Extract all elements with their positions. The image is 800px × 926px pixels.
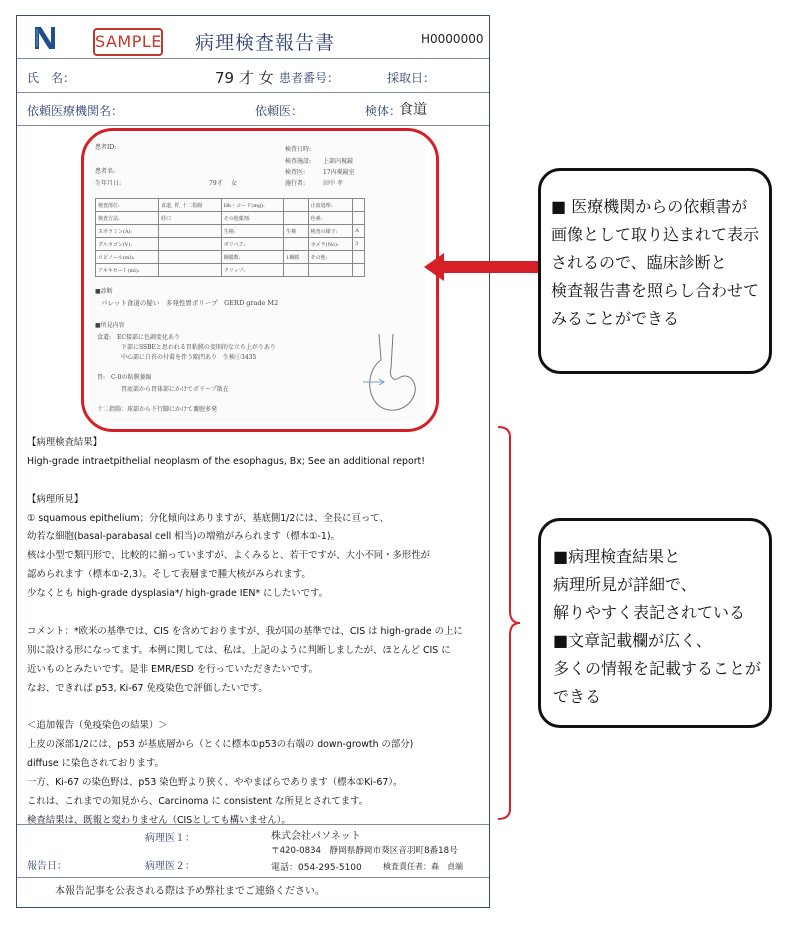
scan-value: 女 (231, 180, 238, 187)
scan-finding: 下部にSSBEと思われる胃粘膜の変則的な立ち上がりあり (121, 344, 276, 351)
scan-cell: ポリペク: (221, 238, 283, 251)
age-sex-value: 79 才 女 (215, 69, 274, 87)
left-arrow-icon (424, 252, 540, 282)
scan-cell: その他薬剤: (221, 212, 283, 225)
results-line: 上皮の深部1/2には、p53 が基底層から（とくに標本①p53の右端の down-growth の部分) (27, 739, 414, 751)
callout-line: されるので、臨床診断と (551, 253, 727, 272)
scan-cell: Hb・コード(mg): (221, 199, 283, 212)
scan-cell: ロピノール(ml): (96, 251, 159, 264)
scan-value: 上部内視鏡 (323, 158, 354, 165)
callout-line: みることができる (551, 309, 680, 328)
scan-cell: 3 (353, 238, 365, 251)
callout-line: 多くの情報を記載することが (553, 659, 762, 678)
scan-findings-heading: ■所見内容 (95, 322, 125, 329)
specimen-value: 食道 (399, 102, 427, 118)
scan-cell: 生検: (221, 225, 283, 238)
scan-finding: 胃底部から胃体部にかけてポリープ散在 (121, 386, 229, 393)
scan-cell: 検査の様子: (308, 225, 353, 238)
pathologist2-label: 病理医２： (145, 861, 195, 872)
scan-cell: 生検 (284, 225, 309, 238)
results-line: 認められます（標本①-2,3）。そして表層まで腫大核がみられます。 (27, 569, 311, 581)
pathologist1-label: 病理医１： (145, 833, 195, 844)
callout-line: 解りやすく表記されている (553, 603, 746, 622)
scan-finding: 十二指腸：球部から下行脚にかけて嚢胞多発 (97, 406, 218, 413)
results-line: 一方、Ki-67 の染色野は、p53 染色野より狭く、ややまばらであります（標本①Ki-67）。 (27, 777, 403, 789)
scan-cell: アネキセート(ml): (96, 264, 159, 277)
scan-line: 患者ID: (95, 144, 117, 151)
sample-stamp: SAMPLE (93, 28, 163, 56)
scan-cell: A (353, 225, 365, 238)
results-line: 別に設ける形になってます。本例に関しては、私は、上記のように判断しましたが、ほとんど CIS に (27, 644, 451, 656)
callout-line: ■ 医療機関からの依頼書が (551, 197, 748, 216)
pathology-report (16, 15, 490, 908)
scan-line: 検査医: (285, 169, 306, 176)
name-label: 氏 名： (27, 71, 76, 85)
results-line: これは、これまでの知見から、Carcinoma に consistent な所見とされてます。 (27, 795, 369, 807)
report-date-label: 報告日： (27, 861, 67, 872)
results-line (27, 698, 487, 717)
results-line: 【病理所見】 (27, 493, 84, 505)
scan-line: 検査施設: (285, 158, 312, 165)
scan-value: 田中 孝 (323, 180, 343, 187)
results-line: なお、できれば p53, Ki-67 免疫染色で評価したいです。 (27, 682, 268, 694)
callout-results (538, 518, 772, 728)
company-address: 〒420-0834 静岡県静岡市葵区音羽町8番18号 (271, 846, 458, 856)
lab-manager: 検査責任者：森 貞端 (383, 862, 463, 871)
scan-line: 患者名: (95, 168, 116, 175)
scan-diagnosis: バレット食道の疑い 多発性胃ポリープ GERD grade M2 (101, 299, 279, 307)
scan-cell: 検査方法: (96, 212, 159, 225)
callout-line: ■文章記載欄が広く、 (553, 631, 712, 650)
scan-line: 生年月日: (95, 180, 122, 187)
results-line: 近いものとみたいです。是非 EMR/ESD を行っていただきたいです。 (27, 663, 318, 675)
callout-line: ■病理検査結果と (553, 547, 681, 566)
results-line: 【病理検査結果】 (27, 437, 103, 448)
physician-label: 依頼医： (255, 104, 304, 118)
results-line (27, 604, 487, 623)
scan-finding: 中心部に白苔の付着を伴う陥凹あり 生検①3435 (121, 354, 257, 361)
company-name: 株式会社パソネット (271, 831, 361, 842)
report-number: H0000000 (421, 32, 484, 46)
results-line: コメント：*欧米の基準では、CIS を含めておりますが、我が国の基準では、CIS は high-grade の上に (27, 625, 463, 637)
results-line: ① squamous epithelium；分化傾向はありますが、基底側1/2には、全長に亘って、 (27, 512, 389, 524)
results-line: 幼若な細胞(basal-parabasal cell 相当)の増殖がみられます（標本①-1)。 (27, 531, 340, 543)
results-line: ＜追加報告（免疫染色の結果）＞ (27, 720, 168, 732)
results-line: 核は小型で類円形で、比較的に揃っていますが、よくみると、若干ですが、大小不同・多形性が (27, 550, 430, 562)
scan-cell: 止血処理: (308, 199, 353, 212)
results-line: 検査結果は、既報と変わりません（CISとしても構いません）。 (27, 814, 291, 826)
callout-line: できる (553, 687, 602, 706)
scan-cell: グルカゴン(V): (96, 238, 159, 251)
scan-cell: その他: (308, 251, 353, 264)
scan-value: 17内視鏡室 (323, 169, 355, 176)
callout-request-form (538, 168, 772, 374)
scan-cell: スポラミン(A): (96, 225, 159, 238)
callout-line: 画像として取り込まれて表示 (551, 225, 760, 244)
results-line (27, 472, 487, 491)
callout-line: 検査報告書を照らし合わせて (551, 281, 760, 300)
report-title: 病理検査報告書 (195, 32, 336, 54)
patient-number-label: 患者番号： (279, 71, 340, 85)
scan-cell: 食道, 胃, 十二指腸 (158, 199, 221, 212)
right-bracket-icon (496, 425, 522, 821)
scan-cell: 検査部位: (96, 199, 159, 212)
scan-cell: 色素: (308, 212, 353, 225)
scan-cell: カメラ(No): (308, 238, 353, 251)
scan-diagnosis-heading: ■診断 (95, 288, 113, 295)
scan-cell: 鋼膜数: (221, 251, 283, 264)
scan-line: 検査日時: (285, 146, 312, 153)
scan-cell: 経口 (158, 212, 221, 225)
scan-finding: 食道: EC接部に色調変化あり (97, 334, 180, 341)
scan-cell: クリップ: (221, 264, 283, 277)
results-line: 少なくとも high-grade dysplasia*/ high-grade IEN* にしたいです。 (27, 588, 328, 600)
report-footer (17, 824, 489, 878)
request-form-highlight (81, 128, 439, 432)
scan-value: 79才 (209, 180, 223, 187)
patient-row (17, 59, 489, 93)
institution-label: 依頼医療機関名： (27, 104, 124, 118)
company-logo (31, 23, 59, 53)
results-line: diffuse に染色されております。 (27, 758, 164, 770)
scan-line: 施行者: (285, 180, 306, 187)
callout-line: 病理所見が詳細で、 (553, 575, 697, 594)
results-line: High-grade intraetpithelial neoplasm of the esophagus, Bx; See an additional report! (27, 455, 425, 467)
request-form-image (81, 128, 437, 430)
collection-date-label: 採取日： (387, 71, 436, 85)
publication-notice: 本報告記事を公表される際は予め弊社までご連絡ください。 (55, 886, 325, 897)
report-header (17, 16, 489, 59)
company-phone: 電話：054-295-5100 (271, 863, 362, 873)
scan-cell: 1鋼膜 (284, 251, 309, 264)
results-text (27, 434, 487, 831)
scan-finding: 胃: C-0の粘膜萎縮 (97, 374, 152, 381)
request-row (17, 93, 489, 126)
specimen-label: 検体： (365, 104, 402, 118)
